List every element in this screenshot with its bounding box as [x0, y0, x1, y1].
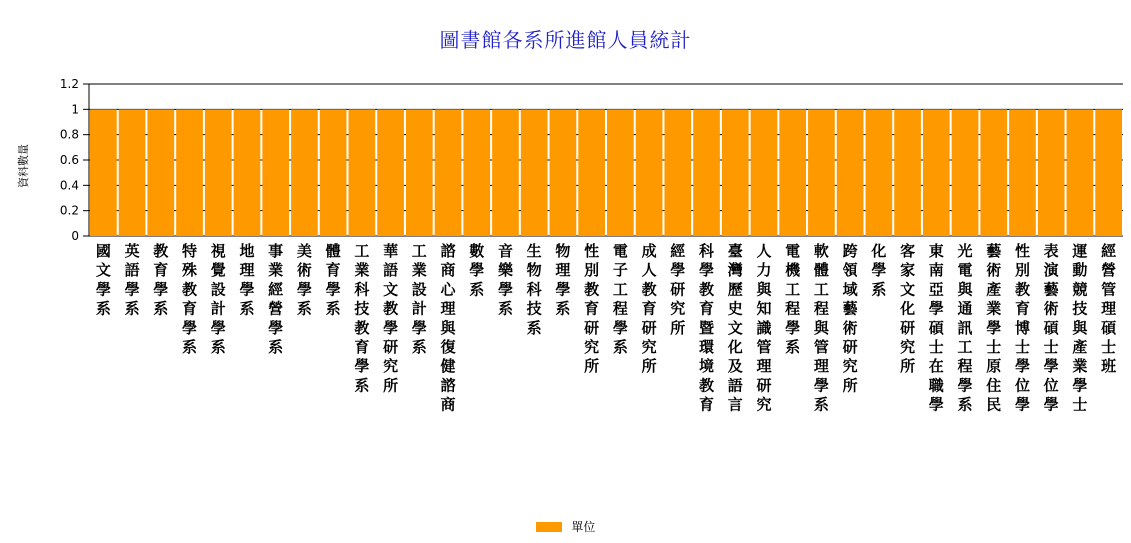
bar[interactable]	[1095, 109, 1122, 236]
y-axis-label: 資料數量	[17, 144, 30, 188]
x-tick-label-char: 藝	[1043, 280, 1059, 299]
x-tick-label-char: 數	[469, 242, 485, 260]
bar[interactable]	[291, 109, 318, 236]
x-tick-label-char: 歷	[727, 280, 743, 299]
x-tick-label-char: 商	[440, 395, 456, 414]
x-tick-label-char: 系	[182, 338, 198, 356]
y-tick-label: 0	[71, 229, 79, 243]
x-tick-label-char: 計	[210, 299, 226, 318]
x-tick-label-char: 學	[354, 357, 370, 376]
x-tick-label-char: 營	[1101, 261, 1117, 280]
x-tick-label-char: 英	[124, 242, 140, 260]
x-tick-label-char: 華	[383, 242, 399, 260]
bar[interactable]	[1009, 109, 1036, 236]
x-tick-label-char: 藝	[986, 242, 1002, 260]
x-tick-label-char: 工	[354, 242, 370, 260]
bar[interactable]	[693, 109, 720, 236]
x-tick-label-char: 技	[354, 299, 370, 318]
x-tick-label-char: 物	[555, 242, 571, 260]
x-tick-label-char: 位	[1043, 376, 1059, 395]
x-tick-label-char: 士	[1043, 338, 1059, 356]
x-tick-label-char: 工	[957, 338, 973, 356]
x-tick-label-char: 業	[268, 261, 284, 280]
x-tick-label-char: 育	[153, 261, 169, 280]
x-tick-label-char: 育	[699, 395, 715, 414]
x-tick-label-char: 系	[411, 338, 427, 356]
bar[interactable]	[463, 109, 490, 236]
x-tick-label-char: 學	[612, 318, 628, 337]
bar[interactable]	[492, 109, 519, 236]
x-tick-label-char: 諮	[440, 242, 456, 260]
x-tick-label-char: 光	[957, 242, 973, 260]
x-tick-label-char: 程	[957, 357, 973, 376]
x-tick-label-char: 系	[268, 338, 284, 356]
x-tick-label-char: 計	[411, 299, 427, 318]
bar[interactable]	[923, 109, 950, 236]
y-tick-label: 1.2	[59, 77, 79, 91]
x-tick-label-char: 機	[785, 261, 801, 280]
x-tick-label-char: 性	[1014, 242, 1030, 260]
legend	[0, 518, 1131, 535]
x-tick-label-char: 究	[842, 357, 858, 376]
x-tick-label-char: 物	[526, 261, 542, 280]
chart-title: 圖書館各系所進館人員統計	[439, 28, 692, 52]
x-tick-label-char: 學	[871, 261, 887, 280]
x-tick-label-char: 與	[440, 318, 456, 337]
bar[interactable]	[176, 109, 203, 236]
x-tick-label-char: 與	[1072, 318, 1088, 337]
x-tick-label-char: 系	[813, 395, 829, 414]
bar[interactable]	[320, 109, 347, 236]
x-tick-label-char: 科	[699, 242, 715, 260]
x-tick-label-char: 化	[900, 299, 916, 318]
x-tick-label-char: 覺	[210, 261, 226, 280]
bar[interactable]	[808, 109, 835, 236]
x-tick-label-char: 商	[440, 261, 456, 280]
x-tick-label-char: 別	[1014, 261, 1030, 280]
x-tick-label-char: 學	[1014, 395, 1030, 414]
x-tick-label-char: 學	[239, 280, 255, 299]
x-tick-label-char: 究	[584, 338, 600, 356]
x-tick-label-char: 系	[957, 395, 973, 414]
x-tick-label-char: 程	[612, 299, 628, 318]
x-tick-label-char: 學	[411, 318, 427, 337]
bar[interactable]	[262, 109, 289, 236]
x-tick-label-char: 領	[842, 261, 858, 280]
bar[interactable]	[550, 109, 577, 236]
x-tick-label-char: 語	[727, 376, 743, 395]
x-tick-label-char: 教	[1014, 280, 1030, 299]
x-tick-label-char: 系	[354, 376, 370, 395]
x-tick-label-char: 演	[1043, 261, 1059, 280]
x-tick-label-char: 人	[641, 261, 657, 280]
x-tick-label-char: 學	[153, 280, 169, 299]
bar[interactable]	[980, 109, 1007, 236]
x-tick-label-char: 音	[497, 242, 513, 260]
x-tick-label-char: 教	[182, 280, 198, 299]
bar[interactable]	[664, 109, 691, 236]
x-tick-label-char: 知	[756, 299, 772, 318]
x-tick-label-char: 士	[1101, 338, 1117, 356]
bar[interactable]	[1067, 109, 1094, 236]
x-tick-label-char: 系	[239, 299, 255, 318]
x-tick-label-char: 設	[411, 280, 427, 299]
x-tick-label-char: 士	[928, 338, 944, 356]
x-tick-label-char: 訊	[957, 318, 973, 337]
x-tick-label-char: 學	[383, 318, 399, 337]
x-tick-label-char: 研	[383, 338, 399, 356]
x-tick-label-char: 人	[756, 242, 772, 260]
x-tick-label-char: 表	[1043, 242, 1059, 260]
x-tick-label-char: 文	[900, 280, 916, 299]
legend-swatch	[536, 522, 562, 532]
x-tick-label-char: 諮	[440, 376, 456, 395]
x-tick-label-char: 科	[526, 280, 542, 299]
x-tick-label-char: 化	[871, 242, 887, 260]
x-tick-label-char: 住	[986, 376, 1002, 395]
x-tick-label-char: 暨	[699, 318, 715, 337]
x-tick-label-char: 系	[153, 299, 169, 318]
x-tick-label-char: 系	[210, 338, 226, 356]
x-tick-label-char: 經	[268, 280, 284, 299]
x-tick-label-char: 術	[842, 318, 858, 337]
x-tick-label-char: 所	[842, 376, 858, 395]
x-tick-label-char: 博	[1014, 318, 1030, 337]
x-tick-label-char: 學	[699, 261, 715, 280]
x-tick-label-char: 管	[1101, 280, 1117, 299]
bar[interactable]	[722, 109, 749, 236]
x-tick-label-char: 原	[986, 357, 1002, 376]
x-tick-label-char: 工	[785, 280, 801, 299]
x-tick-label-char: 理	[440, 299, 456, 318]
x-tick-label-char: 教	[584, 280, 600, 299]
bar[interactable]	[205, 109, 232, 236]
x-tick-label-char: 碩	[928, 318, 944, 337]
x-tick-label-char: 客	[900, 242, 916, 260]
x-tick-label-char: 文	[95, 261, 111, 280]
x-tick-label-char: 與	[756, 280, 772, 299]
x-tick-label-char: 動	[1072, 261, 1088, 280]
x-tick-label-char: 育	[182, 299, 198, 318]
x-tick-label-char: 所	[383, 376, 399, 395]
x-tick-label-char: 樂	[497, 261, 513, 280]
x-tick-label-char: 性	[584, 242, 600, 260]
x-tick-label-char: 別	[584, 261, 600, 280]
x-tick-label-char: 學	[670, 261, 686, 280]
x-tick-label-char: 心	[440, 280, 456, 299]
x-tick-label-char: 學	[957, 376, 973, 395]
x-tick-label-char: 研	[641, 318, 657, 337]
x-tick-label-char: 學	[95, 280, 111, 299]
bar[interactable]	[837, 109, 864, 236]
y-tick-label: 0.2	[59, 203, 79, 218]
x-tick-label-char: 電	[612, 242, 628, 260]
x-tick-label-char: 理	[555, 261, 571, 280]
x-tick-label-char: 管	[813, 338, 829, 356]
bar[interactable]	[90, 109, 117, 236]
bar[interactable]	[521, 109, 548, 236]
bar[interactable]	[607, 109, 634, 236]
x-tick-label-char: 研	[756, 376, 772, 395]
x-tick-label-char: 究	[641, 338, 657, 356]
x-tick-label-char: 教	[641, 280, 657, 299]
x-tick-label-char: 育	[354, 338, 370, 356]
x-tick-label-char: 學	[928, 395, 944, 414]
x-tick-label-char: 藝	[842, 299, 858, 318]
y-tick-label: 0.4	[59, 178, 79, 193]
bar[interactable]	[952, 109, 979, 236]
x-tick-label-char: 學	[210, 318, 226, 337]
x-tick-label-char: 管	[756, 338, 772, 356]
x-tick-label-char: 特	[182, 242, 198, 260]
x-tick-label-char: 及	[727, 357, 743, 376]
x-tick-label-char: 學	[124, 280, 140, 299]
x-tick-label-char: 業	[411, 261, 427, 280]
x-tick-label-char: 南	[928, 261, 944, 280]
x-tick-label-char: 電	[785, 242, 801, 260]
x-tick-label-char: 事	[268, 242, 284, 260]
x-tick-label-char: 國	[95, 242, 111, 260]
bar[interactable]	[866, 109, 893, 236]
x-tick-label-char: 競	[1072, 280, 1088, 299]
legend-label: 單位	[571, 520, 596, 534]
bar[interactable]	[147, 109, 174, 236]
x-tick-label-char: 文	[383, 280, 399, 299]
x-tick-label-char: 臺	[727, 242, 743, 260]
x-tick-label-char: 系	[871, 280, 887, 299]
x-tick-label-char: 言	[727, 395, 743, 414]
bar[interactable]	[751, 109, 778, 236]
x-tick-label-char: 殊	[182, 261, 198, 280]
x-tick-label-char: 經	[1101, 242, 1117, 260]
x-tick-label-char: 復	[440, 338, 456, 356]
bar[interactable]	[377, 109, 404, 236]
x-tick-label-char: 學	[986, 318, 1002, 337]
x-tick-label-char: 程	[813, 299, 829, 318]
x-tick-label-char: 學	[1014, 357, 1030, 376]
x-tick-label-char: 究	[756, 395, 772, 414]
x-tick-label-char: 業	[1072, 357, 1088, 376]
x-tick-label-char: 究	[900, 338, 916, 356]
x-tick-label-char: 理	[1101, 299, 1117, 318]
bar[interactable]	[1038, 109, 1065, 236]
x-tick-label-char: 學	[555, 280, 571, 299]
x-tick-label-char: 東	[928, 242, 944, 260]
x-tick-label-char: 地	[239, 242, 255, 260]
bar[interactable]	[636, 109, 663, 236]
x-tick-label-char: 技	[526, 299, 542, 318]
x-tick-label-char: 工	[612, 280, 628, 299]
bar[interactable]	[349, 109, 376, 236]
x-tick-label-char: 跨	[842, 242, 858, 260]
x-tick-label-char: 理	[756, 357, 772, 376]
x-tick-label-char: 術	[1043, 299, 1059, 318]
x-tick-label-char: 產	[1072, 338, 1088, 356]
x-tick-label-char: 學	[296, 280, 312, 299]
x-tick-label-char: 系	[469, 280, 485, 299]
x-tick-label-char: 育	[1014, 299, 1030, 318]
x-tick-label-char: 術	[296, 261, 312, 280]
x-tick-label-char: 學	[1043, 395, 1059, 414]
x-tick-label-char: 班	[1101, 357, 1117, 376]
x-tick-label-char: 經	[670, 242, 686, 260]
x-tick-label-char: 研	[900, 318, 916, 337]
bar[interactable]	[435, 109, 462, 236]
x-tick-label-char: 在	[928, 357, 944, 376]
x-tick-label-char: 系	[612, 338, 628, 356]
x-tick-label-char: 學	[182, 318, 198, 337]
x-tick-label-char: 系	[555, 299, 571, 318]
x-tick-label-char: 究	[670, 299, 686, 318]
x-tick-label-char: 產	[986, 280, 1002, 299]
x-tick-label-char: 系	[296, 299, 312, 318]
x-tick-label-char: 營	[268, 299, 284, 318]
x-tick-label-char: 術	[986, 261, 1002, 280]
x-tick-label-char: 學	[497, 280, 513, 299]
x-tick-label-char: 研	[670, 280, 686, 299]
x-tick-label-char: 語	[383, 261, 399, 280]
x-tick-label-char: 所	[670, 318, 686, 337]
x-tick-label-char: 家	[900, 261, 916, 280]
x-tick-label-char: 視	[210, 242, 226, 260]
x-tick-label-char: 史	[727, 299, 743, 318]
x-tick-label-char: 所	[900, 357, 916, 376]
x-tick-label-char: 體	[325, 242, 341, 260]
x-tick-label-char: 健	[440, 357, 456, 376]
x-tick-label-char: 運	[1072, 242, 1088, 260]
x-tick-label-char: 力	[756, 261, 772, 280]
x-tick-label-char: 學	[785, 318, 801, 337]
x-tick-label-char: 域	[842, 280, 858, 299]
x-tick-label-char: 士	[1014, 338, 1030, 356]
x-tick-label-char: 子	[612, 261, 628, 280]
bar[interactable]	[406, 109, 433, 236]
x-tick-label-char: 與	[957, 280, 973, 299]
y-tick-label: 0.8	[59, 127, 79, 142]
x-tick-label-char: 育	[584, 299, 600, 318]
y-tick-label: 0.6	[59, 153, 79, 167]
x-tick-label-char: 生	[526, 242, 542, 260]
x-tick-label-char: 士	[986, 338, 1002, 356]
x-tick-label-char: 系	[497, 299, 513, 318]
x-tick-label-char: 程	[785, 299, 801, 318]
x-tick-label-char: 學	[813, 376, 829, 395]
x-tick-label-char: 教	[699, 280, 715, 299]
x-tick-label-char: 教	[153, 242, 169, 260]
x-tick-label-char: 學	[325, 280, 341, 299]
x-tick-label-char: 設	[210, 280, 226, 299]
x-tick-label-char: 電	[957, 261, 973, 280]
x-tick-label-char: 文	[727, 318, 743, 337]
x-tick-label-char: 與	[813, 318, 829, 337]
x-tick-label-char: 育	[641, 299, 657, 318]
x-tick-label-char: 語	[124, 261, 140, 280]
x-tick-label-char: 研	[842, 338, 858, 356]
x-tick-label-char: 所	[641, 357, 657, 376]
x-tick-label-char: 境	[699, 357, 715, 376]
x-tick-label-char: 系	[95, 299, 111, 318]
x-tick-label-char: 軟	[813, 242, 829, 260]
x-tick-label-char: 灣	[727, 261, 743, 280]
y-tick-label: 1	[71, 102, 79, 117]
x-tick-label-char: 美	[296, 242, 312, 260]
x-tick-label-char: 技	[1072, 299, 1088, 318]
x-tick-label-char: 職	[928, 376, 944, 395]
x-tick-label-char: 通	[957, 299, 973, 318]
x-tick-label-char: 究	[383, 357, 399, 376]
x-tick-label-char: 成	[641, 242, 657, 260]
x-tick-label-char: 學	[1043, 357, 1059, 376]
x-tick-label-char: 亞	[928, 280, 944, 299]
x-tick-label-char: 系	[526, 318, 542, 337]
x-tick-label-char: 育	[699, 299, 715, 318]
x-tick-label-char: 系	[785, 338, 801, 356]
x-tick-label-char: 學	[268, 318, 284, 337]
x-tick-label-char: 系	[325, 299, 341, 318]
x-tick-label-char: 民	[986, 395, 1002, 414]
x-tick-label-char: 教	[354, 318, 370, 337]
bar[interactable]	[894, 109, 921, 236]
x-tick-label-char: 育	[325, 261, 341, 280]
bar[interactable]	[119, 109, 146, 236]
x-tick-label-char: 學	[1072, 376, 1088, 395]
x-tick-label-char: 工	[813, 280, 829, 299]
x-tick-label-char: 科	[354, 280, 370, 299]
x-tick-label-char: 學	[928, 299, 944, 318]
x-tick-label-char: 業	[986, 299, 1002, 318]
bar[interactable]	[234, 109, 261, 236]
x-tick-label-char: 士	[1072, 395, 1088, 414]
x-tick-label-char: 研	[584, 318, 600, 337]
x-tick-label-char: 碩	[1101, 318, 1117, 337]
x-tick-label-char: 工	[411, 242, 427, 260]
x-tick-label-char: 碩	[1043, 318, 1059, 337]
x-tick-label-char: 系	[124, 299, 140, 318]
x-tick-label-char: 教	[383, 299, 399, 318]
bar[interactable]	[578, 109, 605, 236]
x-tick-label-char: 教	[699, 376, 715, 395]
x-tick-label-char: 體	[813, 261, 829, 280]
x-tick-label-char: 識	[756, 318, 772, 337]
x-tick-label-char: 環	[699, 338, 715, 356]
bar[interactable]	[779, 109, 806, 236]
x-tick-label-char: 理	[813, 357, 829, 376]
x-tick-label-char: 所	[584, 357, 600, 376]
x-tick-label-char: 位	[1014, 376, 1030, 395]
x-tick-label-char: 學	[469, 261, 485, 280]
x-tick-label-char: 化	[727, 338, 743, 356]
x-tick-label-char: 業	[354, 261, 370, 280]
x-tick-label-char: 理	[239, 261, 255, 280]
